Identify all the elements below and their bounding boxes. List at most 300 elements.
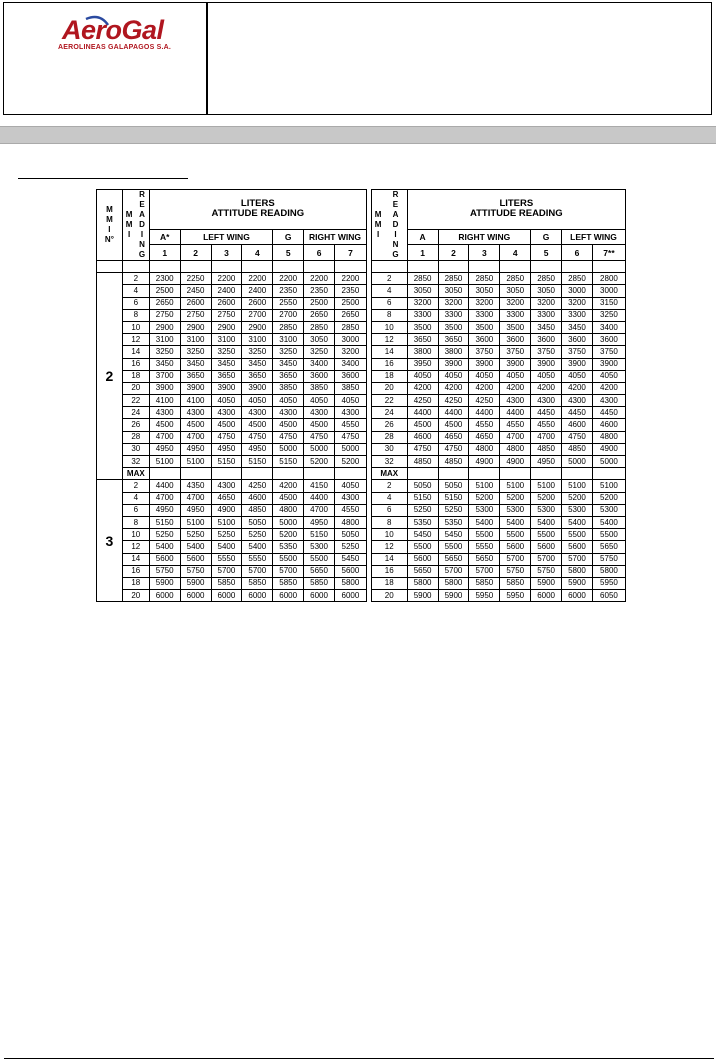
liters-value: 2600: [180, 297, 211, 309]
column-number-right: 5: [531, 245, 562, 261]
liters-value: 6000: [211, 590, 242, 602]
liters-value-right: 4650: [438, 431, 469, 443]
liters-value-right: 5950: [469, 590, 500, 602]
liters-value: 4500: [211, 419, 242, 431]
liters-value: 5400: [149, 541, 180, 553]
liters-value-right: 4200: [592, 382, 625, 394]
liters-value: 4750: [273, 431, 304, 443]
liters-value-right: 4300: [531, 395, 562, 407]
liters-header-right: LITERS ATTITUDE READING: [407, 190, 625, 230]
liters-value-right: 5200: [469, 492, 500, 504]
reading-value: 32: [122, 456, 149, 468]
liters-value: 4700: [304, 504, 335, 516]
reading-value: 8: [122, 516, 149, 528]
liters-value-right: 4500: [438, 419, 469, 431]
header-divider: [206, 3, 208, 114]
liters-value-right: 4050: [407, 370, 438, 382]
liters-value-right: 3900: [500, 358, 531, 370]
liters-value-right: 4200: [407, 382, 438, 394]
liters-value-right: 3300: [500, 309, 531, 321]
liters-value-right: 5750: [531, 565, 562, 577]
liters-value: 4750: [211, 431, 242, 443]
liters-value-right: 5850: [469, 577, 500, 589]
liters-value-right: 3750: [500, 346, 531, 358]
liters-value: 3000: [335, 334, 367, 346]
column-number: 1: [149, 245, 180, 261]
liters-value: 2300: [149, 273, 180, 285]
data-row: [97, 504, 626, 516]
mmi-no-header: M M I N°: [97, 190, 123, 261]
spacer-cell: [562, 261, 593, 273]
liters-value: 5900: [180, 577, 211, 589]
liters-value-right: 3400: [592, 321, 625, 333]
liters-value: 4950: [242, 443, 273, 455]
data-row: [97, 516, 626, 528]
column-number: 2: [180, 245, 211, 261]
liters-value: 3250: [242, 346, 273, 358]
empty-cell: [469, 468, 500, 480]
liters-value-right: 5400: [469, 516, 500, 528]
reading-value-right: 30: [371, 443, 407, 455]
liters-value: 6000: [335, 590, 367, 602]
reading-value-right: 20: [371, 590, 407, 602]
liters-value-right: 5300: [531, 504, 562, 516]
column-number: 6: [304, 245, 335, 261]
liters-value-right: 5400: [592, 516, 625, 528]
liters-value: 5200: [335, 456, 367, 468]
reading-value: 18: [122, 577, 149, 589]
liters-value-right: 5700: [438, 565, 469, 577]
liters-value-right: 4050: [500, 370, 531, 382]
reading-value: 2: [122, 273, 149, 285]
liters-value-right: 4650: [469, 431, 500, 443]
liters-value: 4300: [273, 407, 304, 419]
mmi-header: M M I: [122, 190, 135, 261]
spacer-cell: [149, 261, 180, 273]
liters-value-right: 4700: [531, 431, 562, 443]
liters-value-right: 5800: [562, 565, 593, 577]
liters-value: 2650: [335, 309, 367, 321]
liters-value-right: 3050: [469, 285, 500, 297]
liters-value-right: 4700: [500, 431, 531, 443]
liters-value-right: 3200: [500, 297, 531, 309]
liters-value-right: 5950: [500, 590, 531, 602]
column-number: 3: [211, 245, 242, 261]
liters-value-right: 3000: [562, 285, 593, 297]
liters-value-right: 4250: [407, 395, 438, 407]
data-row: [97, 334, 626, 346]
section-heading-underline: [18, 178, 188, 179]
liters-value-right: 5300: [469, 504, 500, 516]
liters-value-right: 3900: [562, 358, 593, 370]
liters-value: 3850: [335, 382, 367, 394]
liters-value: 4950: [211, 443, 242, 455]
liters-value: 3250: [273, 346, 304, 358]
column-number-right: 7**: [592, 245, 625, 261]
liters-value: 4500: [273, 492, 304, 504]
data-row: [97, 297, 626, 309]
liters-value-right: 2850: [500, 273, 531, 285]
liters-value-right: 5650: [469, 553, 500, 565]
liters-value-right: 5250: [438, 504, 469, 516]
liters-value-right: 4850: [438, 456, 469, 468]
data-row: [97, 541, 626, 553]
mmi-header-right: M M I: [371, 190, 384, 261]
liters-value-right: 4850: [562, 443, 593, 455]
liters-value-right: 4450: [531, 407, 562, 419]
data-row: [97, 480, 626, 492]
liters-value: 3250: [180, 346, 211, 358]
liters-value-right: 3900: [469, 358, 500, 370]
liters-value: 2650: [149, 297, 180, 309]
liters-value-right: 5150: [438, 492, 469, 504]
liters-value-right: 4250: [438, 395, 469, 407]
liters-value: 4400: [304, 492, 335, 504]
liters-value-right: 5100: [531, 480, 562, 492]
right-wing-header: RIGHT WING: [304, 229, 367, 245]
empty-cell: [180, 468, 211, 480]
liters-value: 4300: [335, 407, 367, 419]
liters-value-right: 5500: [562, 529, 593, 541]
spacer-cell: [592, 261, 625, 273]
col-a-header: A*: [149, 229, 180, 245]
liters-value-right: 3500: [438, 321, 469, 333]
mmi-number: 2: [97, 273, 123, 480]
liters-value: 4500: [180, 419, 211, 431]
liters-value: 5000: [335, 443, 367, 455]
reading-value: 18: [122, 370, 149, 382]
liters-value: 5750: [180, 565, 211, 577]
data-row: [97, 285, 626, 297]
liters-value: 3450: [211, 358, 242, 370]
liters-value-right: 4400: [438, 407, 469, 419]
max-label-right: MAX: [371, 468, 407, 480]
liters-value: 5000: [273, 516, 304, 528]
liters-value: 5850: [211, 577, 242, 589]
reading-value: 12: [122, 334, 149, 346]
liters-value-right: 3600: [469, 334, 500, 346]
liters-value-right: 2850: [469, 273, 500, 285]
reading-value: 10: [122, 321, 149, 333]
liters-value-right: 5400: [562, 516, 593, 528]
spacer-cell: [273, 261, 304, 273]
liters-value: 4950: [304, 516, 335, 528]
liters-value: 5700: [273, 565, 304, 577]
liters-value-right: 5900: [438, 590, 469, 602]
liters-value-right: 5100: [592, 480, 625, 492]
liters-value-right: 4300: [562, 395, 593, 407]
liters-value: 2750: [211, 309, 242, 321]
spacer-cell: [531, 261, 562, 273]
liters-value-right: 5200: [562, 492, 593, 504]
liters-value-right: 5150: [407, 492, 438, 504]
col-a-header-right: A: [407, 229, 438, 245]
liters-value: 2250: [180, 273, 211, 285]
liters-value-right: 5050: [407, 480, 438, 492]
liters-value-right: 3300: [562, 309, 593, 321]
liters-value: 2350: [273, 285, 304, 297]
document-header: [3, 2, 712, 115]
liters-value-right: 5700: [562, 553, 593, 565]
liters-value-right: 5100: [500, 480, 531, 492]
liters-value: 4300: [242, 407, 273, 419]
liters-value: 2850: [273, 321, 304, 333]
max-label: MAX: [122, 468, 149, 480]
liters-value: 3900: [180, 382, 211, 394]
data-row: [97, 553, 626, 565]
liters-value: 5100: [149, 456, 180, 468]
liters-value: 2550: [273, 297, 304, 309]
liters-value: 5600: [335, 565, 367, 577]
fuel-quantity-table: [96, 189, 626, 602]
liters-value: 5850: [304, 577, 335, 589]
liters-value-right: 4750: [407, 443, 438, 455]
liters-value: 2900: [242, 321, 273, 333]
data-row: [97, 382, 626, 394]
liters-value: 4550: [335, 504, 367, 516]
liters-value-right: 4050: [438, 370, 469, 382]
liters-value: 2200: [304, 273, 335, 285]
liters-value: 4800: [273, 504, 304, 516]
liters-value: 3200: [335, 346, 367, 358]
liters-value: 4300: [211, 480, 242, 492]
liters-value: 3250: [149, 346, 180, 358]
liters-value-right: 5850: [500, 577, 531, 589]
reading-header-right: R E A D I N G: [384, 190, 407, 261]
reading-value-right: 32: [371, 456, 407, 468]
liters-value: 3850: [304, 382, 335, 394]
liters-value: 5400: [180, 541, 211, 553]
liters-value-right: 4800: [469, 443, 500, 455]
liters-value: 5600: [180, 553, 211, 565]
mmi-number: 3: [97, 480, 123, 602]
liters-value-right: 4050: [562, 370, 593, 382]
liters-value-right: 5250: [407, 504, 438, 516]
liters-value-right: 3200: [407, 297, 438, 309]
reading-value: 26: [122, 419, 149, 431]
reading-value: 6: [122, 504, 149, 516]
liters-value: 4750: [242, 431, 273, 443]
reading-value-right: 24: [371, 407, 407, 419]
liters-value-right: 5800: [592, 565, 625, 577]
liters-value-right: 2850: [438, 273, 469, 285]
liters-value: 3650: [242, 370, 273, 382]
reading-value-right: 2: [371, 480, 407, 492]
liters-value-right: 3200: [469, 297, 500, 309]
liters-value: 4300: [335, 492, 367, 504]
sub-hdr: [97, 229, 626, 245]
liters-value-right: 3950: [407, 358, 438, 370]
liters-value: 3250: [211, 346, 242, 358]
liters-value-right: 3750: [562, 346, 593, 358]
liters-value-right: 4400: [500, 407, 531, 419]
reading-value: 10: [122, 529, 149, 541]
max-row: [97, 468, 626, 480]
liters-value: 4050: [304, 395, 335, 407]
liters-value: 4500: [242, 419, 273, 431]
liters-value: 6000: [273, 590, 304, 602]
liters-value-right: 5450: [407, 529, 438, 541]
liters-value: 2450: [180, 285, 211, 297]
liters-value-right: 3300: [438, 309, 469, 321]
liters-value: 3900: [149, 382, 180, 394]
aerogal-logo: [56, 15, 186, 55]
liters-value: 5600: [149, 553, 180, 565]
reading-value: 2: [122, 480, 149, 492]
liters-value: 5250: [242, 529, 273, 541]
liters-value: 5000: [304, 443, 335, 455]
data-row: [97, 358, 626, 370]
liters-value: 4300: [149, 407, 180, 419]
liters-value: 4350: [180, 480, 211, 492]
liters-value-right: 5500: [592, 529, 625, 541]
liters-value-right: 4550: [500, 419, 531, 431]
liters-value-right: 5900: [531, 577, 562, 589]
reading-value: 22: [122, 395, 149, 407]
liters-value: 3650: [273, 370, 304, 382]
reading-value-right: 12: [371, 334, 407, 346]
liters-value-right: 4200: [469, 382, 500, 394]
liters-value-right: 5450: [438, 529, 469, 541]
reading-value-right: 6: [371, 297, 407, 309]
data-row: [97, 492, 626, 504]
liters-value-right: 5500: [407, 541, 438, 553]
liters-value: 5800: [335, 577, 367, 589]
liters-value-right: 5500: [531, 529, 562, 541]
data-row: [97, 456, 626, 468]
liters-value: 3100: [242, 334, 273, 346]
liters-value-right: 5350: [438, 516, 469, 528]
liters-value-right: 3450: [562, 321, 593, 333]
liters-value-right: 3900: [592, 358, 625, 370]
liters-value-right: 5650: [438, 553, 469, 565]
liters-value: 4950: [180, 443, 211, 455]
liters-value-right: 3050: [438, 285, 469, 297]
liters-value: 2900: [180, 321, 211, 333]
liters-value-right: 5350: [407, 516, 438, 528]
liters-value: 5150: [149, 516, 180, 528]
reading-value-right: 8: [371, 309, 407, 321]
liters-value: 5150: [211, 456, 242, 468]
liters-value: 4050: [273, 395, 304, 407]
liters-value: 2750: [180, 309, 211, 321]
reading-value-right: 10: [371, 321, 407, 333]
column-number-right: 6: [562, 245, 593, 261]
liters-value-right: 4550: [531, 419, 562, 431]
empty-cell: [562, 468, 593, 480]
liters-value: 6000: [180, 590, 211, 602]
liters-value-right: 3600: [592, 334, 625, 346]
logo-text: AeroGal: [62, 15, 164, 45]
reading-value-right: 28: [371, 431, 407, 443]
liters-value-right: 3150: [592, 297, 625, 309]
liters-value: 4150: [304, 480, 335, 492]
liters-value: 5650: [304, 565, 335, 577]
liters-value: 3700: [149, 370, 180, 382]
data-row: [97, 443, 626, 455]
liters-value-right: 3300: [469, 309, 500, 321]
liters-value-right: 2850: [407, 273, 438, 285]
liters-value-right: 4050: [469, 370, 500, 382]
data-row: [97, 321, 626, 333]
liters-value-right: 4200: [531, 382, 562, 394]
liters-value: 5150: [242, 456, 273, 468]
liters-value: 2200: [335, 273, 367, 285]
reading-value-right: 2: [371, 273, 407, 285]
liters-value: 3900: [242, 382, 273, 394]
liters-value: 3450: [149, 358, 180, 370]
liters-value-right: 4750: [562, 431, 593, 443]
liters-value-right: 4450: [592, 407, 625, 419]
liters-value: 5100: [180, 456, 211, 468]
empty-cell: [211, 468, 242, 480]
liters-value: 4900: [211, 504, 242, 516]
column-number-right: 4: [500, 245, 531, 261]
data-row: [97, 273, 626, 285]
liters-value-right: 5600: [531, 541, 562, 553]
liters-value: 5100: [180, 516, 211, 528]
liters-value: 4700: [180, 492, 211, 504]
liters-value-right: 6000: [562, 590, 593, 602]
reading-value: 16: [122, 358, 149, 370]
liters-value: 4850: [242, 504, 273, 516]
liters-value: 4400: [149, 480, 180, 492]
liters-value-right: 3500: [407, 321, 438, 333]
liters-value: 2350: [335, 285, 367, 297]
liters-value-right: 3650: [438, 334, 469, 346]
section-band: [0, 126, 716, 144]
liters-value: 4700: [149, 492, 180, 504]
liters-value: 5200: [304, 456, 335, 468]
liters-value: 5050: [242, 516, 273, 528]
liters-value: 3650: [180, 370, 211, 382]
liters-value-right: 5200: [531, 492, 562, 504]
reading-value-right: 26: [371, 419, 407, 431]
logo-subtitle: AEROLINEAS GALAPAGOS S.A.: [58, 44, 171, 51]
liters-value-right: 5600: [407, 553, 438, 565]
liters-value: 3100: [149, 334, 180, 346]
reading-value-right: 14: [371, 346, 407, 358]
liters-value-right: 5000: [562, 456, 593, 468]
liters-value-right: 3800: [438, 346, 469, 358]
liters-value: 4100: [149, 395, 180, 407]
liters-value-right: 6050: [592, 590, 625, 602]
liters-value: 4250: [242, 480, 273, 492]
liters-value: 4550: [335, 419, 367, 431]
liters-value-right: 5950: [592, 577, 625, 589]
liters-value-right: 4850: [531, 443, 562, 455]
hdr-top: [97, 190, 626, 230]
empty-cell: [335, 468, 367, 480]
liters-value-right: 4400: [469, 407, 500, 419]
empty-cell: [304, 468, 335, 480]
liters-value-right: 4300: [500, 395, 531, 407]
liters-value: 5250: [180, 529, 211, 541]
liters-value: 4700: [180, 431, 211, 443]
spacer-cell: [335, 261, 367, 273]
liters-value-right: 5500: [438, 541, 469, 553]
liters-value: 5200: [273, 529, 304, 541]
spacer-cell: [438, 261, 469, 273]
liters-value: 2200: [273, 273, 304, 285]
liters-value-right: 4450: [562, 407, 593, 419]
liters-value-right: 3900: [531, 358, 562, 370]
liters-value-right: 3600: [531, 334, 562, 346]
liters-value-right: 4600: [562, 419, 593, 431]
reading-value-right: 16: [371, 565, 407, 577]
reading-value-right: 18: [371, 370, 407, 382]
reading-value: 30: [122, 443, 149, 455]
